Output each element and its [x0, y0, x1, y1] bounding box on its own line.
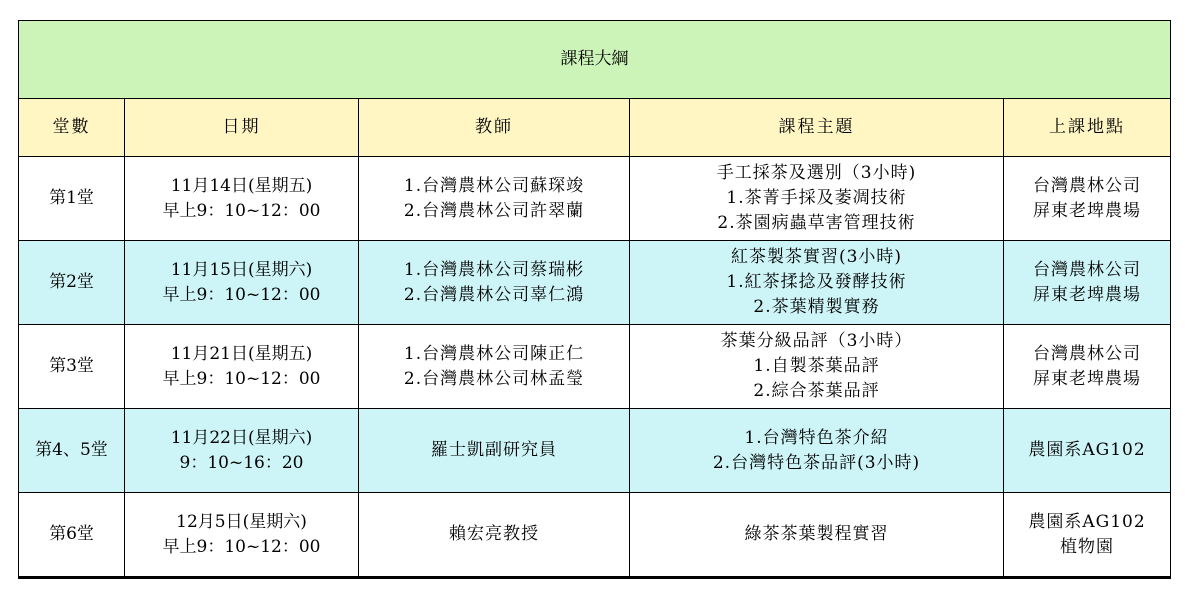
topic-cell	[630, 409, 1004, 493]
topic-line: 2.綜合茶葉品評	[753, 381, 880, 401]
table-title: 課程大綱	[19, 21, 1171, 99]
session-cell: 第6堂	[19, 493, 125, 578]
teacher-line: 賴宏亮教授	[449, 524, 539, 544]
location-cell	[1004, 409, 1171, 493]
table-row	[19, 409, 1171, 493]
topic-line: 綠茶茶葉製程實習	[744, 524, 889, 544]
session-cell: 第1堂	[19, 157, 125, 241]
topic-line: 手工採茶及選別（3小時)	[716, 163, 917, 183]
table-row	[19, 325, 1171, 409]
topic-line: 1.紅茶揉捻及發酵技術	[726, 272, 907, 292]
topic-line: 1.自製茶葉品評	[753, 356, 880, 376]
time-line: 早上9：10~12：00	[162, 368, 321, 389]
topic-cell	[630, 493, 1004, 578]
topic-cell	[630, 157, 1004, 241]
header-session: 堂數	[19, 99, 125, 157]
header-location: 上課地點	[1004, 99, 1171, 157]
topic-line: 1.台灣特色茶介紹	[744, 427, 889, 448]
location-line: 台灣農林公司	[1033, 259, 1141, 280]
time-line: 早上9：10~12：00	[162, 284, 321, 305]
teacher-line: 羅士凱副研究員	[431, 440, 557, 460]
location-cell	[1004, 241, 1171, 325]
teacher-line: 1.台灣農林公司蘇琛竣	[403, 175, 585, 196]
teacher-line: 2.台灣農林公司許翠蘭	[403, 200, 585, 221]
date-line: 11月14日(星期五)	[170, 175, 313, 196]
time-line: 9：10~16：20	[179, 452, 304, 473]
teacher-line: 1.台灣農林公司蔡瑞彬	[403, 259, 585, 280]
date-cell	[125, 409, 359, 493]
table-row	[19, 493, 1171, 578]
location-line: 台灣農林公司	[1033, 175, 1141, 196]
session-cell: 第2堂	[19, 241, 125, 325]
time-line: 早上9：10~12：00	[162, 536, 321, 557]
location-line: 屏東老埤農場	[1033, 200, 1141, 221]
date-line: 11月21日(星期五)	[170, 343, 313, 364]
topic-cell	[630, 325, 1004, 409]
header-row	[19, 99, 1171, 157]
teacher-cell	[359, 157, 630, 241]
header-teacher: 教師	[359, 99, 630, 157]
location-line: 農園系AG102	[1028, 440, 1146, 460]
table-row	[19, 241, 1171, 325]
teacher-cell	[359, 325, 630, 409]
header-date: 日期	[125, 99, 359, 157]
date-line: 11月15日(星期六)	[170, 259, 313, 280]
topic-line: 2.茶葉精製實務	[753, 297, 880, 317]
location-cell	[1004, 493, 1171, 578]
teacher-cell	[359, 241, 630, 325]
topic-line: 2.台灣特色茶品評(3小時)	[712, 452, 921, 473]
location-line: 屏東老埤農場	[1033, 368, 1141, 389]
time-line: 早上9：10~12：00	[162, 200, 321, 221]
course-outline-table	[18, 20, 1171, 579]
topic-line: 紅茶製茶實習(3小時)	[730, 247, 903, 267]
session-cell: 第3堂	[19, 325, 125, 409]
location-line: 農園系AG102	[1028, 511, 1146, 532]
date-cell	[125, 493, 359, 578]
date-line: 12月5日(星期六)	[176, 511, 307, 532]
location-line: 屏東老埤農場	[1033, 284, 1141, 305]
teacher-line: 2.台灣農林公司林孟瑩	[403, 368, 585, 389]
date-cell	[125, 241, 359, 325]
topic-cell	[630, 241, 1004, 325]
teacher-line: 1.台灣農林公司陳正仁	[403, 343, 585, 364]
date-line: 11月22日(星期六)	[170, 427, 313, 448]
teacher-cell	[359, 493, 630, 578]
topic-line: 茶葉分級品評（3小時）	[720, 331, 913, 351]
title-row	[19, 21, 1171, 99]
teacher-line: 2.台灣農林公司辜仁鴻	[403, 284, 585, 305]
location-cell	[1004, 157, 1171, 241]
table-row	[19, 157, 1171, 241]
topic-line: 1.茶菁手採及萎凋技術	[726, 188, 907, 208]
date-cell	[125, 157, 359, 241]
location-line: 台灣農林公司	[1033, 343, 1141, 364]
session-cell: 第4、5堂	[19, 409, 125, 493]
teacher-cell	[359, 409, 630, 493]
date-cell	[125, 325, 359, 409]
topic-line: 2.茶園病蟲草害管理技術	[717, 213, 916, 233]
header-topic: 課程主題	[630, 99, 1004, 157]
location-line: 植物園	[1060, 536, 1114, 557]
location-cell	[1004, 325, 1171, 409]
